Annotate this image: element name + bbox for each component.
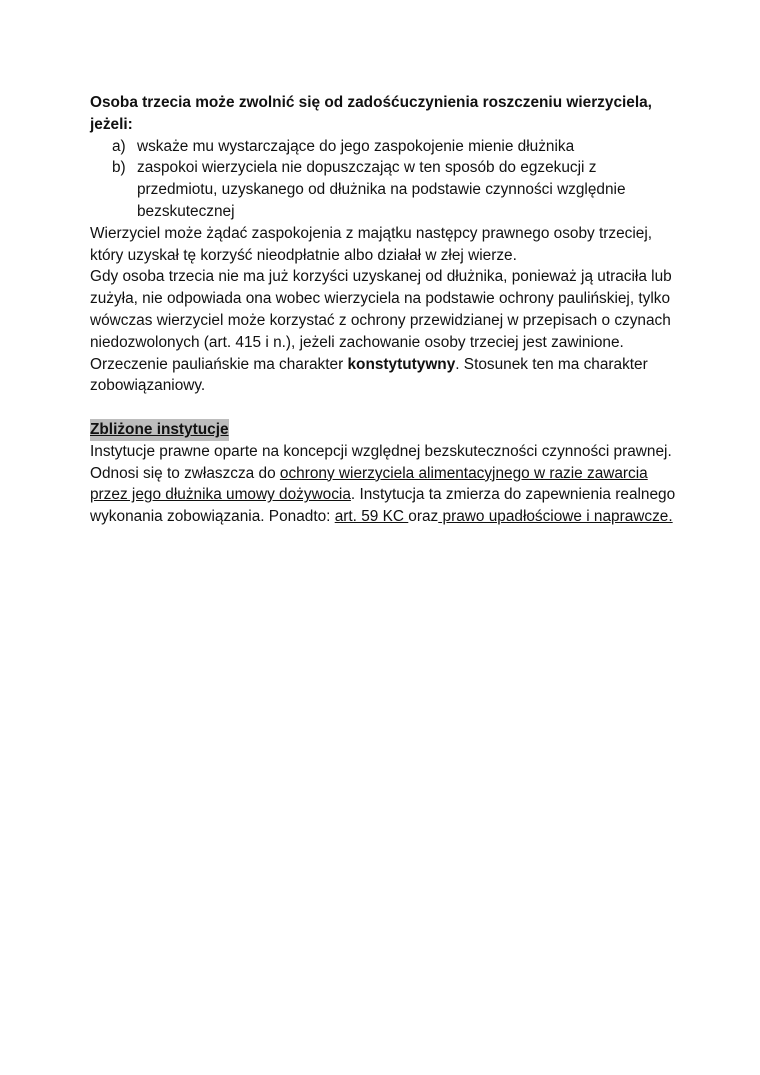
link-bankruptcy-law[interactable]: prawo upadłościowe i naprawcze. (438, 508, 673, 526)
conditions-list (90, 136, 680, 223)
section-heading: Zbliżone instytucje (90, 420, 229, 438)
intro-paragraph: Osoba trzecia może zwolnić się od zadośćuczynienia roszczeniu wierzyciela, jeżeli: (90, 94, 652, 133)
related-text-1: Instytucje prawne oparte na koncepcji względnej bezskuteczności czynności prawnej. Odnosi się to zwłaszcza do (90, 442, 672, 482)
list-item (90, 136, 680, 158)
heading-highlight (90, 419, 229, 441)
related-text-3: oraz (408, 508, 439, 526)
paragraph-successor: Wierzyciel może żądać zaspokojenia z majątku następcy prawnego osoby trzeciej, który uzyskał tę korzyść nieodpłatnie albo działał w złej wierze. (90, 224, 653, 264)
list-marker: b) (112, 159, 126, 177)
paragraph-lost-benefit: Gdy osoba trzecia nie ma już korzyści uzyskanej od dłużnika, ponieważ ją utraciła lub zużyła, nie odpowiada ona wobec wierzyciela na podstawie ochrony paulińskiej, tylko wówczas wierzyciel może korzystać z ochrony przewidzianej w przepisach o czynach niedozwolonych (art. 415 i n.), jeżeli zachowanie osoby trzeciej jest zawinione. (90, 268, 672, 351)
list-item-text: zaspokoi wierzyciela nie dopuszczając w ten sposób do egzekucji z przedmiotu, uzyskanego od dłużnika na podstawie czynności względnie bezskutecznej (137, 159, 626, 220)
document-page (90, 92, 680, 528)
link-alimony-protection[interactable]: ochrony wierzyciela alimentacyjnego w razie zawarcia przez jego dłużnika umowy dożywocia (90, 464, 648, 504)
section-heading-row (90, 419, 680, 441)
ruling-bold-term: konstytutywny (347, 355, 456, 373)
paragraph-ruling (90, 354, 680, 398)
ruling-text-end: . Stosunek ten ma charakter zobowiązaniowy. (90, 355, 648, 395)
related-text-2: . Instytucja ta zmierza do zapewnienia realnego wykonania zobowiązania. Ponadto: (90, 486, 676, 526)
list-item (90, 157, 680, 222)
list-item-text: wskaże mu wystarczające do jego zaspokojenie mienie dłużnika (137, 137, 575, 155)
list-marker: a) (112, 137, 126, 155)
paragraph-gap (90, 397, 680, 419)
ruling-text-start: Orzeczenie pauliańskie ma charakter (90, 355, 348, 373)
paragraph-related-institutions (90, 441, 680, 528)
link-art-59-kc[interactable]: art. 59 KC (334, 508, 409, 526)
